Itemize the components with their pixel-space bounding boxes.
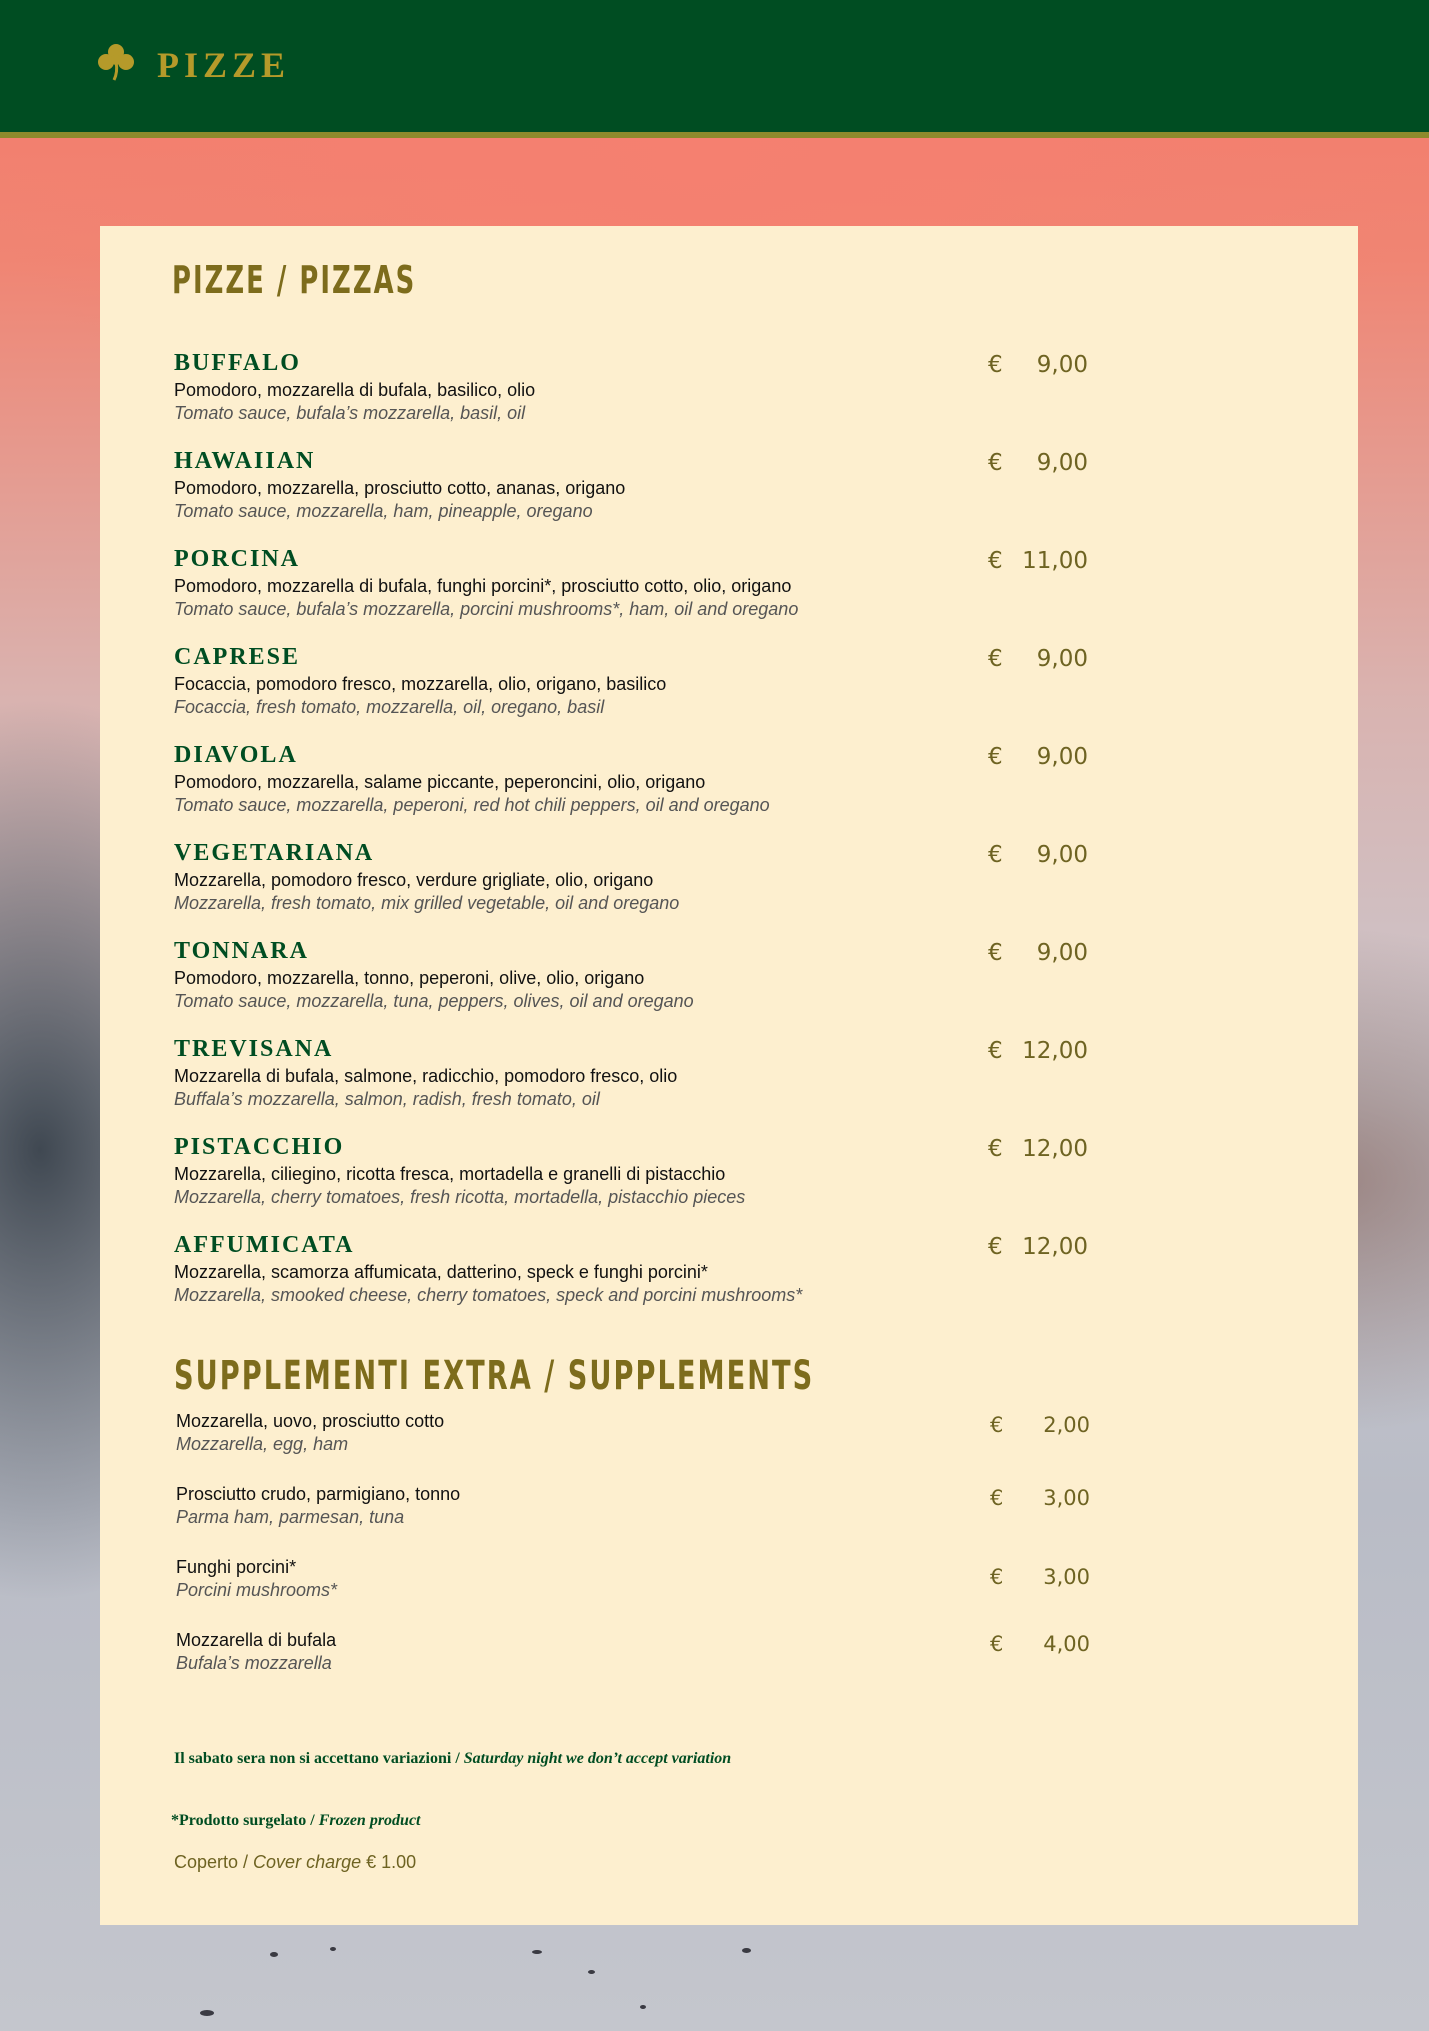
item-name: PISTACCHIO (174, 1134, 345, 1160)
item-price (988, 1234, 1088, 1264)
background-speck (640, 2005, 646, 2009)
header-bar (0, 0, 1429, 138)
item-price (988, 450, 1088, 480)
item-desc-it: Mozzarella, scamorza affumicata, datterino, speck e funghi porcini* (174, 1262, 708, 1282)
currency-symbol: € (990, 1413, 1004, 1437)
frozen-note-it: *Prodotto surgelato / (171, 1812, 319, 1829)
cover-price: € 1.00 (361, 1852, 417, 1872)
frozen-note-en: Frozen product (318, 1812, 421, 1829)
item-price (988, 744, 1088, 774)
price-amount: 4,00 (1043, 1632, 1090, 1656)
item-name: HAWAIIAN (174, 448, 316, 474)
pizzas-section-title: PIZZE / PIZZAS (172, 258, 417, 302)
saturday-note-it: Il sabato sera non si accettano variazioni (174, 1750, 452, 1767)
item-name: AFFUMICATA (174, 1232, 355, 1258)
currency-symbol: € (988, 1136, 1003, 1162)
item-desc-it: Focaccia, pomodoro fresco, mozzarella, olio, origano, basilico (174, 674, 667, 694)
price-amount: 2,00 (1043, 1413, 1090, 1437)
menu-item (174, 350, 1174, 442)
item-price (988, 352, 1088, 382)
price-amount: 9,00 (1036, 940, 1088, 966)
shamrock-icon (96, 42, 136, 82)
item-desc-en: Tomato sauce, bufala’s mozzarella, porcini mushrooms*, ham, oil and oregano (174, 599, 799, 619)
item-price (988, 842, 1088, 872)
item-desc-it: Mozzarella, pomodoro fresco, verdure grigliate, olio, origano (174, 870, 654, 890)
item-name: TONNARA (174, 938, 309, 964)
item-price (988, 1136, 1088, 1166)
supplement-item (176, 1484, 1176, 1544)
currency-symbol: € (988, 842, 1003, 868)
price-amount: 3,00 (1043, 1486, 1090, 1510)
supplement-item (176, 1630, 1176, 1690)
supplement-price (990, 1565, 1090, 1595)
price-amount: 9,00 (1036, 450, 1088, 476)
item-desc-en: Mozzarella, smooked cheese, cherry tomatoes, speck and porcini mushrooms* (174, 1285, 803, 1305)
item-desc-it: Mozzarella, ciliegino, ricotta fresca, mortadella e granelli di pistacchio (174, 1164, 726, 1184)
supplement-desc-it: Prosciutto crudo, parmigiano, tonno (176, 1484, 461, 1504)
item-desc-en: Tomato sauce, bufala’s mozzarella, basil, oil (174, 403, 526, 423)
currency-symbol: € (988, 744, 1003, 770)
currency-symbol: € (990, 1565, 1004, 1589)
supplement-desc-en: Porcini mushrooms* (176, 1580, 338, 1600)
price-amount: 9,00 (1036, 352, 1088, 378)
currency-symbol: € (988, 548, 1003, 574)
menu-item (174, 448, 1174, 540)
saturday-note (174, 1750, 731, 1768)
item-name: BUFFALO (174, 350, 301, 376)
currency-symbol: € (990, 1632, 1004, 1656)
supplement-desc-en: Mozzarella, egg, ham (176, 1434, 349, 1454)
background-speck (200, 2010, 214, 2016)
item-desc-en: Tomato sauce, mozzarella, tuna, peppers, olives, oil and oregano (174, 991, 694, 1011)
background-speck (742, 1948, 751, 1953)
item-name: DIAVOLA (174, 742, 298, 768)
item-desc-en: Tomato sauce, mozzarella, ham, pineapple, oregano (174, 501, 593, 521)
currency-symbol: € (988, 1234, 1003, 1260)
background-speck (270, 1952, 278, 1957)
background-speck (588, 1970, 595, 1974)
supplement-item (176, 1557, 1176, 1617)
item-price (988, 940, 1088, 970)
currency-symbol: € (988, 1038, 1003, 1064)
item-desc-en: Focaccia, fresh tomato, mozzarella, oil, oregano, basil (174, 697, 605, 717)
supplement-desc-it: Mozzarella di bufala (176, 1630, 337, 1650)
currency-symbol: € (988, 940, 1003, 966)
menu-item (174, 644, 1174, 736)
item-name: PORCINA (174, 546, 300, 572)
item-desc-it: Pomodoro, mozzarella di bufala, basilico, olio (174, 380, 536, 400)
menu-item (174, 840, 1174, 932)
item-desc-it: Mozzarella di bufala, salmone, radicchio, pomodoro fresco, olio (174, 1066, 678, 1086)
frozen-note (171, 1812, 420, 1830)
item-desc-it: Pomodoro, mozzarella, salame piccante, peperoncini, olio, origano (174, 772, 706, 792)
item-name: VEGETARIANA (174, 840, 375, 866)
price-amount: 9,00 (1036, 646, 1088, 672)
price-amount: 9,00 (1036, 744, 1088, 770)
cover-label-it: Coperto / (174, 1852, 254, 1872)
item-name: TREVISANA (174, 1036, 334, 1062)
supplements-section-title: SUPPLEMENTI EXTRA / SUPPLEMENTS (174, 1353, 815, 1399)
menu-item (174, 546, 1174, 638)
saturday-note-en: Saturday night we don’t accept variation (463, 1750, 732, 1767)
price-amount: 12,00 (1022, 1234, 1088, 1260)
menu-item (174, 742, 1174, 834)
item-name: CAPRESE (174, 644, 301, 670)
menu-item (174, 1036, 1174, 1128)
item-price (988, 548, 1088, 578)
item-price (988, 646, 1088, 676)
price-amount: 12,00 (1022, 1038, 1088, 1064)
background-speck (532, 1950, 542, 1954)
price-amount: 11,00 (1022, 548, 1088, 574)
price-amount: 9,00 (1036, 842, 1088, 868)
currency-symbol: € (990, 1486, 1004, 1510)
item-desc-it: Pomodoro, mozzarella, prosciutto cotto, ananas, origano (174, 478, 626, 498)
item-desc-it: Pomodoro, mozzarella, tonno, peperoni, olive, olio, origano (174, 968, 645, 988)
currency-symbol: € (988, 450, 1003, 476)
menu-item (174, 1134, 1174, 1226)
supplement-item (176, 1411, 1176, 1471)
price-amount: 3,00 (1043, 1565, 1090, 1589)
supplement-desc-en: Parma ham, parmesan, tuna (176, 1507, 405, 1527)
supplement-price (990, 1486, 1090, 1516)
supplement-price (990, 1632, 1090, 1662)
item-desc-en: Mozzarella, cherry tomatoes, fresh ricotta, mortadella, pistacchio pieces (174, 1187, 746, 1207)
supplement-desc-en: Bufala’s mozzarella (176, 1653, 332, 1673)
currency-symbol: € (988, 646, 1003, 672)
supplement-desc-it: Funghi porcini* (176, 1557, 297, 1577)
item-desc-en: Tomato sauce, mozzarella, peperoni, red hot chili peppers, oil and oregano (174, 795, 770, 815)
currency-symbol: € (988, 352, 1003, 378)
supplement-price (990, 1413, 1090, 1443)
item-desc-en: Buffala’s mozzarella, salmon, radish, fresh tomato, oil (174, 1089, 600, 1109)
note-separator: / (451, 1750, 464, 1767)
cover-charge (174, 1852, 416, 1873)
item-price (988, 1038, 1088, 1068)
background-speck (330, 1947, 336, 1951)
item-desc-en: Mozzarella, fresh tomato, mix grilled vegetable, oil and oregano (174, 893, 680, 913)
supplement-desc-it: Mozzarella, uovo, prosciutto cotto (176, 1411, 445, 1431)
price-amount: 12,00 (1022, 1136, 1088, 1162)
item-desc-it: Pomodoro, mozzarella di bufala, funghi porcini*, prosciutto cotto, olio, origano (174, 576, 792, 596)
menu-item (174, 1232, 1174, 1324)
page-title: PIZZE (157, 45, 291, 85)
menu-item (174, 938, 1174, 1030)
cover-label-en: Cover charge (253, 1852, 362, 1872)
